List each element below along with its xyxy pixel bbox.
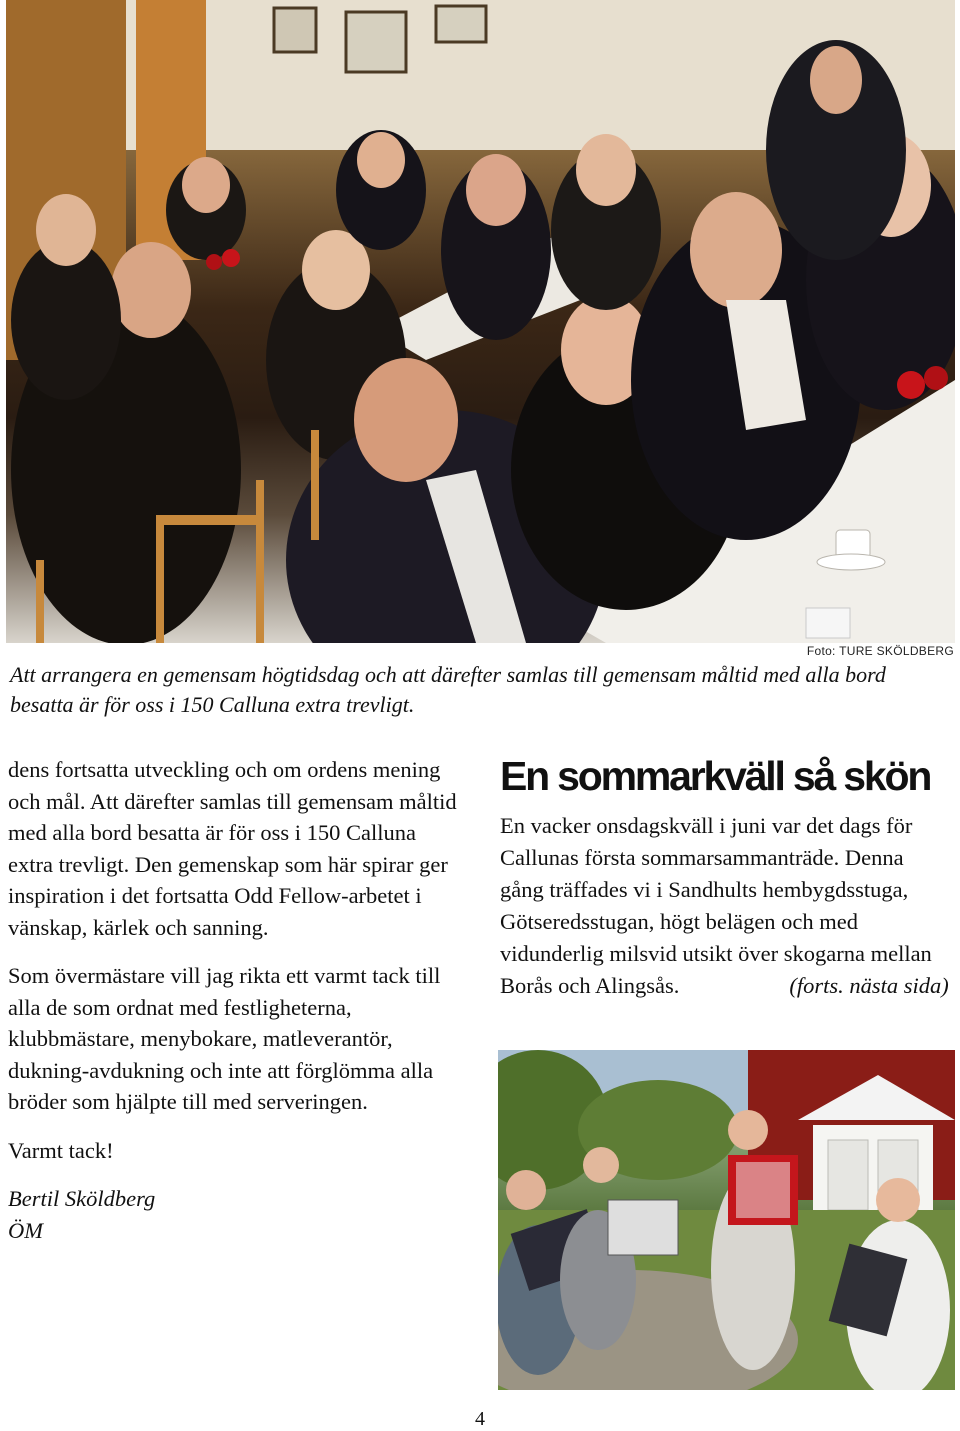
paragraph-1: dens fortsatta utveckling och om ordens mening och mål. Att därefter samlas till gemensam måltid med alla bord besatta är för oss i 150 Calluna extra trevligt. Den gemenskap som här spirar ger inspiration i det fortsatta Odd Fellow-arbetet i vänskap, kärlek och sanning.: [8, 757, 457, 940]
paragraph-2: Som övermästare vill jag rikta ett varmt tack till alla de som ordnat med festligheterna, klubbmästare, menybokare, matleverantör, dukning-avdukning och inte att förglömma alla bröder som hjälpte till med serveringen.: [8, 963, 441, 1114]
accordion-players-photo: [498, 1050, 955, 1390]
page-number: 4: [475, 1408, 485, 1430]
photo-caption: Att arrangera en gemensam högtidsdag och att därefter samlas till gemensam måltid med alla bord besatta är för oss i 150 Calluna extra trevligt.: [10, 662, 886, 717]
accordion-players-scene: [498, 1050, 955, 1390]
right-column: [500, 750, 952, 1002]
banquet-photo: [6, 0, 955, 643]
article-body: [500, 810, 952, 1002]
article-heading: En sommarkväll så skön: [500, 753, 931, 799]
closing-thanks: Varmt tack!: [8, 1137, 114, 1163]
signature-name: Bertil Sköldberg: [8, 1186, 156, 1211]
continued-note: (forts. nästa sida): [789, 973, 949, 998]
photo-credit: Foto: TURE SKÖLDBERG: [806, 644, 954, 658]
article-body-text: En vacker onsdagskväll i juni var det dags för Callunas första sommarsammanträde. Denna gång träffades vi i Sandhults hembygdsstuga, Götseredsstugan, högt belägen och med vidunderlig milsvid utsikt över skogarna mellan Borås och Alingsås.: [500, 813, 932, 998]
banquet-photo-scene: [6, 0, 955, 643]
left-column: [8, 754, 464, 1246]
signature-title: ÖM: [8, 1217, 43, 1243]
